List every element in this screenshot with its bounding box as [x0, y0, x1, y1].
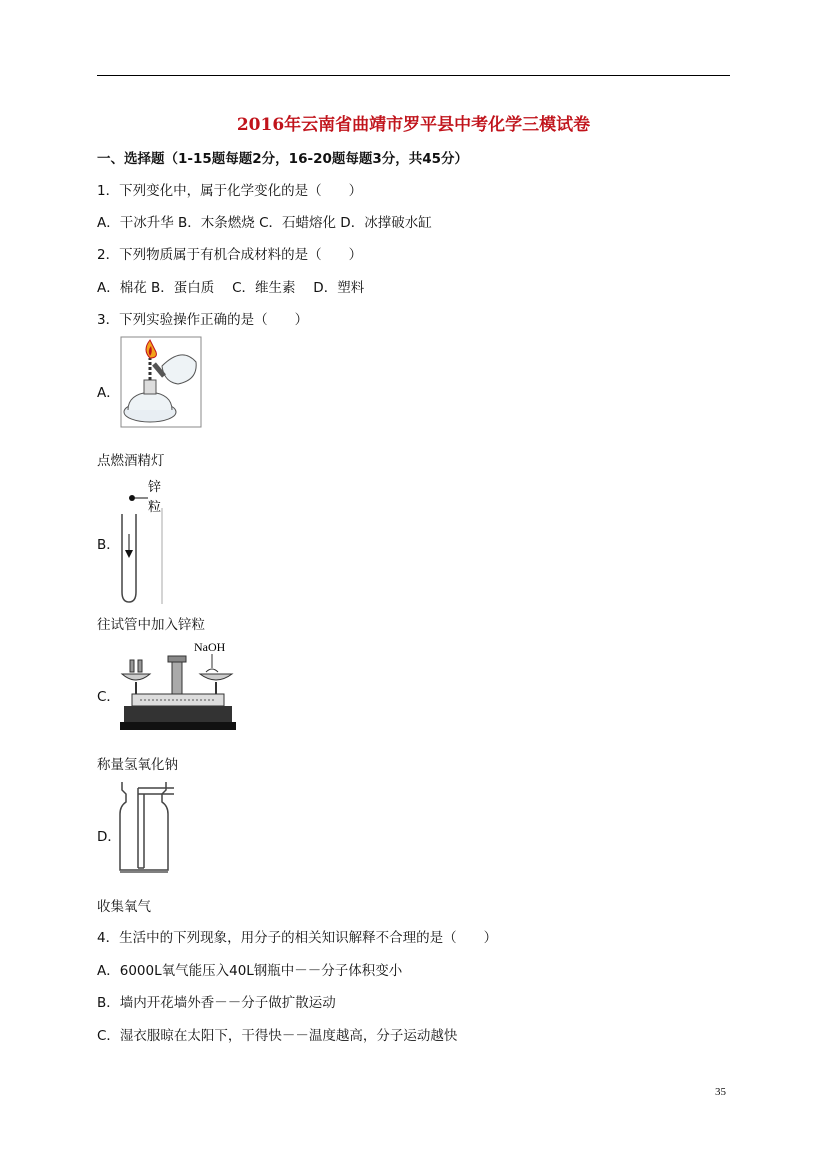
- q3-stem: 3．下列实验操作正确的是（ ）: [97, 312, 309, 328]
- q1-stem: 1．下列变化中，属于化学变化的是（ ）: [97, 183, 363, 199]
- zinc-label-2: 粒: [148, 500, 162, 515]
- balance-figure: [120, 638, 240, 734]
- q4-option-c: C．湿衣服晾在太阳下，干得快－－温度越高，分子运动越快: [97, 1028, 458, 1044]
- zinc-label-1: 锌: [148, 480, 162, 495]
- page-number: 35: [715, 1086, 726, 1098]
- gas-bottle-figure: [118, 780, 178, 874]
- q4-stem: 4．生活中的下列现象，用分子的相关知识解释不合理的是（ ）: [97, 930, 498, 946]
- q3-option-c-caption: 称量氢氧化钠: [97, 757, 178, 773]
- q3-option-d-caption: 收集氧气: [97, 899, 151, 915]
- q3-option-a-caption: 点燃酒精灯: [97, 453, 165, 469]
- q3-option-b-caption: 往试管中加入锌粒: [97, 617, 205, 633]
- page-title: 2016年云南省曲靖市罗平县中考化学三模试卷: [236, 115, 591, 135]
- q3-option-d-label: D．: [97, 829, 121, 845]
- q2-stem: 2．下列物质属于有机合成材料的是（ ）: [97, 247, 363, 263]
- q4-option-b: B．墙内开花墙外香－－分子做扩散运动: [97, 995, 336, 1011]
- q3-option-b-label: B．: [97, 537, 120, 553]
- alcohol-lamp-figure: [120, 336, 202, 428]
- header-rule: [97, 75, 730, 76]
- naoh-label: NaOH: [194, 640, 226, 654]
- q3-option-c-label: C．: [97, 689, 120, 705]
- q3-option-a-label: A．: [97, 385, 120, 401]
- test-tube-figure: [118, 478, 166, 606]
- section-heading: 一、选择题（1-15题每题2分，16-20题每题3分，共45分）: [97, 151, 469, 167]
- q2-options: A．棉花 B．蛋白质 C．维生素 D．塑料: [97, 280, 365, 296]
- q1-options: A．干冰升华 B．木条燃烧 C．石蜡熔化 D．冰撑破水缸: [97, 215, 432, 231]
- q4-option-a: A．6000L氧气能压入40L钢瓶中－－分子体积变小: [97, 963, 403, 979]
